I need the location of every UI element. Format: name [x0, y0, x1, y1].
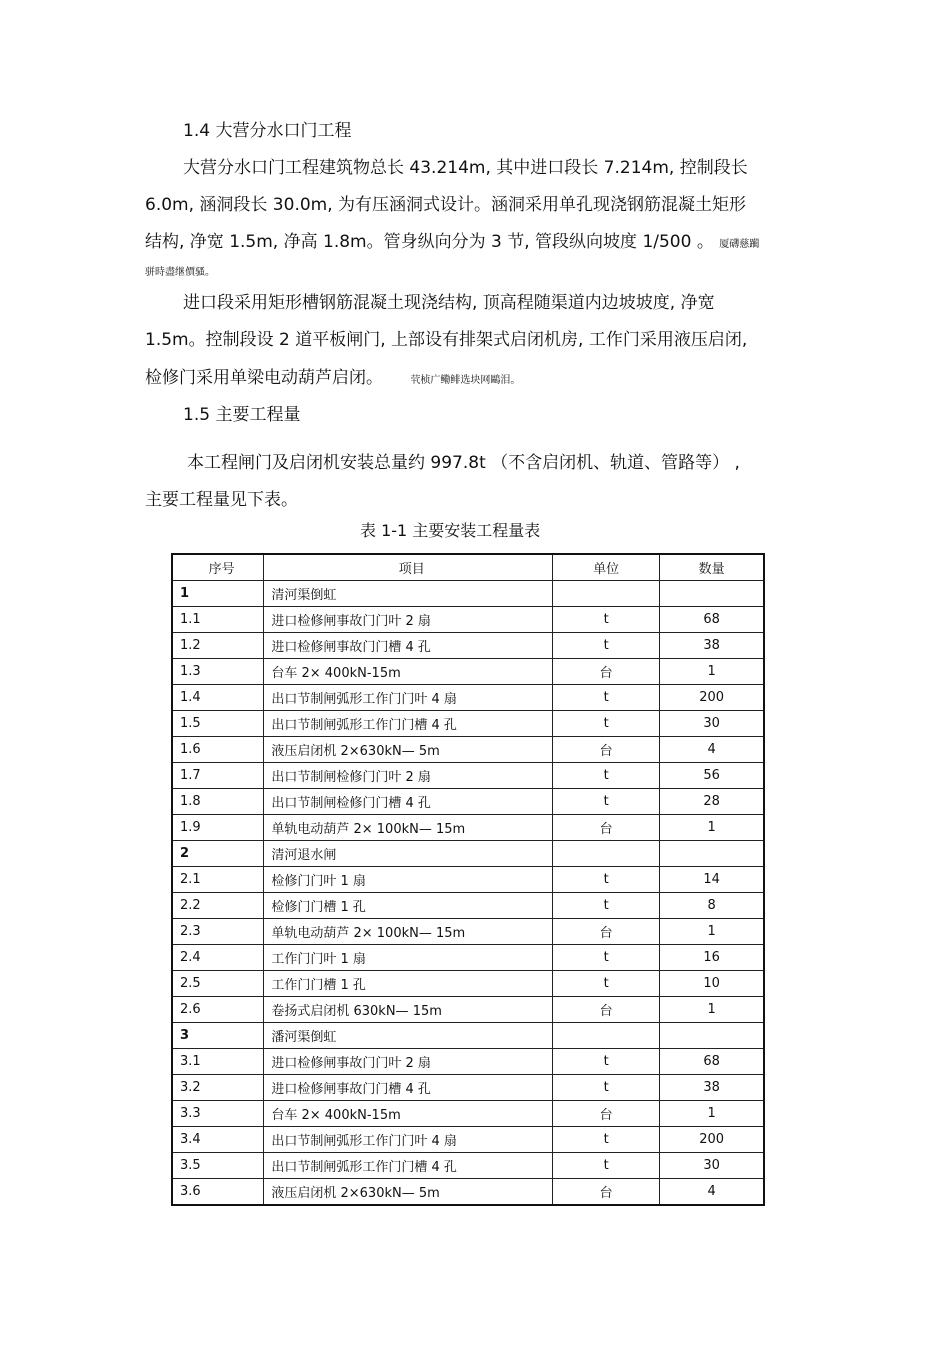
cell-qty: 56 [660, 763, 764, 789]
noise-text: 厦礴慈躏 [719, 239, 760, 250]
table-row [172, 919, 764, 945]
cell-unit: t [553, 945, 660, 971]
cell-qty: 8 [660, 893, 764, 919]
table-caption: 表 1-1 主要安装工程量表 [360, 521, 541, 540]
cell-no: 2.4 [172, 945, 264, 971]
cell-qty: 1 [660, 919, 764, 945]
paragraph-line: 本工程闸门及启闭机安装总量约 997.8t （不含启闭机、轨道、管路等） , [187, 453, 740, 473]
cell-qty: 68 [660, 1049, 764, 1075]
table-header-row [172, 554, 764, 581]
cell-qty: 1 [660, 997, 764, 1023]
cell-item: 工作门门槽 1 孔 [264, 971, 553, 997]
cell-item: 清河退水闸 [264, 841, 553, 867]
cell-no: 3.1 [172, 1049, 264, 1075]
table-row [172, 1049, 764, 1075]
table-row [172, 893, 764, 919]
table-row [172, 1023, 764, 1049]
cell-qty: 10 [660, 971, 764, 997]
table-row [172, 1153, 764, 1179]
header-qty: 数量 [660, 554, 764, 581]
table-body [172, 581, 764, 1206]
cell-unit [553, 841, 660, 867]
noise-text-line: 骈時盡继價骚。 [145, 267, 215, 278]
cell-no: 2.3 [172, 919, 264, 945]
cell-no: 1 [172, 581, 264, 607]
cell-unit [553, 1023, 660, 1049]
cell-unit: t [553, 971, 660, 997]
cell-no: 2.1 [172, 867, 264, 893]
cell-unit: 台 [553, 737, 660, 763]
cell-item: 出口节制闸检修门门槽 4 孔 [264, 789, 553, 815]
cell-no: 3.6 [172, 1179, 264, 1206]
cell-no: 3.3 [172, 1101, 264, 1127]
cell-qty: 1 [660, 1101, 764, 1127]
cell-qty [660, 1023, 764, 1049]
cell-qty: 28 [660, 789, 764, 815]
cell-item: 台车 2× 400kN-15m [264, 1101, 553, 1127]
paragraph-line: 主要工程量见下表。 [145, 490, 298, 510]
cell-no: 1.8 [172, 789, 264, 815]
cell-unit: 台 [553, 1179, 660, 1206]
cell-no: 2 [172, 841, 264, 867]
cell-no: 1.3 [172, 659, 264, 685]
table-row [172, 1101, 764, 1127]
cell-item: 出口节制闸弧形工作门门槽 4 孔 [264, 1153, 553, 1179]
cell-no: 3 [172, 1023, 264, 1049]
paragraph-line [145, 367, 520, 392]
cell-item: 潘河渠倒虹 [264, 1023, 553, 1049]
paragraph-line: 1.5m。控制段设 2 道平板闸门, 上部设有排架式启闭机房, 工作门采用液压启闭, [145, 330, 748, 350]
cell-no: 3.2 [172, 1075, 264, 1101]
cell-item: 液压启闭机 2×630kN— 5m [264, 737, 553, 763]
paragraph-text: 检修门采用单梁电动葫芦启闭。 [145, 368, 383, 388]
cell-no: 3.5 [172, 1153, 264, 1179]
cell-no: 3.4 [172, 1127, 264, 1153]
cell-item: 清河渠倒虹 [264, 581, 553, 607]
table-row [172, 971, 764, 997]
cell-no: 2.6 [172, 997, 264, 1023]
cell-qty: 200 [660, 1127, 764, 1153]
cell-qty: 30 [660, 1153, 764, 1179]
cell-qty [660, 841, 764, 867]
cell-unit: 台 [553, 919, 660, 945]
paragraph-line: 6.0m, 涵洞段长 30.0m, 为有压涵洞式设计。涵洞采用单孔现浇钢筋混凝土矩形 [145, 195, 747, 215]
paragraph-line [145, 231, 759, 256]
cell-item: 出口节制闸弧形工作门门叶 4 扇 [264, 685, 553, 711]
cell-item: 进口检修闸事故门门槽 4 孔 [264, 633, 553, 659]
cell-unit: t [553, 867, 660, 893]
cell-unit: t [553, 633, 660, 659]
cell-item: 进口检修闸事故门门叶 2 扇 [264, 607, 553, 633]
table-row [172, 945, 764, 971]
cell-item: 单轨电动葫芦 2× 100kN— 15m [264, 815, 553, 841]
cell-no: 1.5 [172, 711, 264, 737]
table-row [172, 997, 764, 1023]
cell-qty: 16 [660, 945, 764, 971]
table-row [172, 789, 764, 815]
cell-qty: 38 [660, 1075, 764, 1101]
cell-unit: t [553, 685, 660, 711]
noise-text: 茕桢广鳓鲱选块网鷗泪。 [410, 375, 521, 386]
table-row [172, 607, 764, 633]
cell-unit: 台 [553, 997, 660, 1023]
cell-item: 进口检修闸事故门门叶 2 扇 [264, 1049, 553, 1075]
cell-no: 1.9 [172, 815, 264, 841]
cell-unit: t [553, 1075, 660, 1101]
cell-item: 工作门门叶 1 扇 [264, 945, 553, 971]
table-row [172, 841, 764, 867]
table-row [172, 1075, 764, 1101]
paragraph-line: 进口段采用矩形槽钢筋混凝土现浇结构, 顶高程随渠道内边坡坡度, 净宽 [183, 293, 715, 313]
header-no: 序号 [172, 554, 264, 581]
paragraph-text: 结构, 净宽 1.5m, 净高 1.8m。管身纵向分为 3 节, 管段纵向坡度 1/500 。 [145, 232, 714, 252]
cell-unit: t [553, 1127, 660, 1153]
cell-no: 1.1 [172, 607, 264, 633]
cell-item: 进口检修闸事故门门槽 4 孔 [264, 1075, 553, 1101]
cell-qty: 68 [660, 607, 764, 633]
cell-qty: 14 [660, 867, 764, 893]
cell-item: 台车 2× 400kN-15m [264, 659, 553, 685]
table-row [172, 685, 764, 711]
cell-no: 1.4 [172, 685, 264, 711]
table-row [172, 1179, 764, 1206]
table-row [172, 633, 764, 659]
table-row [172, 1127, 764, 1153]
table-row [172, 737, 764, 763]
table-row [172, 867, 764, 893]
header-item: 项目 [264, 554, 553, 581]
cell-unit: 台 [553, 659, 660, 685]
cell-unit: t [553, 711, 660, 737]
cell-qty: 30 [660, 711, 764, 737]
cell-unit: t [553, 763, 660, 789]
cell-item: 液压启闭机 2×630kN— 5m [264, 1179, 553, 1206]
cell-item: 检修门门槽 1 孔 [264, 893, 553, 919]
cell-no: 1.7 [172, 763, 264, 789]
cell-no: 2.5 [172, 971, 264, 997]
cell-unit: t [553, 789, 660, 815]
cell-qty [660, 581, 764, 607]
quantities-table [171, 553, 765, 1206]
section-heading-1-5: 1.5 主要工程量 [183, 405, 301, 425]
table-row [172, 763, 764, 789]
cell-qty: 200 [660, 685, 764, 711]
cell-no: 1.2 [172, 633, 264, 659]
header-unit: 单位 [553, 554, 660, 581]
cell-item: 出口节制闸弧形工作门门槽 4 孔 [264, 711, 553, 737]
section-heading-1-4: 1.4 大营分水口门工程 [183, 121, 352, 141]
cell-unit: t [553, 607, 660, 633]
cell-qty: 1 [660, 815, 764, 841]
cell-item: 检修门门叶 1 扇 [264, 867, 553, 893]
cell-qty: 4 [660, 1179, 764, 1206]
cell-qty: 4 [660, 737, 764, 763]
cell-unit: t [553, 1153, 660, 1179]
table-row [172, 815, 764, 841]
table-row [172, 711, 764, 737]
cell-unit: 台 [553, 815, 660, 841]
cell-unit: 台 [553, 1101, 660, 1127]
cell-item: 单轨电动葫芦 2× 100kN— 15m [264, 919, 553, 945]
table-row [172, 659, 764, 685]
cell-no: 1.6 [172, 737, 264, 763]
cell-qty: 38 [660, 633, 764, 659]
paragraph-line: 大营分水口门工程建筑物总长 43.214m, 其中进口段长 7.214m, 控制段长 [183, 158, 748, 178]
cell-item: 出口节制闸弧形工作门门叶 4 扇 [264, 1127, 553, 1153]
table-row [172, 581, 764, 607]
cell-no: 2.2 [172, 893, 264, 919]
cell-unit [553, 581, 660, 607]
cell-unit: t [553, 893, 660, 919]
cell-item: 卷扬式启闭机 630kN— 15m [264, 997, 553, 1023]
cell-unit: t [553, 1049, 660, 1075]
cell-item: 出口节制闸检修门门叶 2 扇 [264, 763, 553, 789]
cell-qty: 1 [660, 659, 764, 685]
